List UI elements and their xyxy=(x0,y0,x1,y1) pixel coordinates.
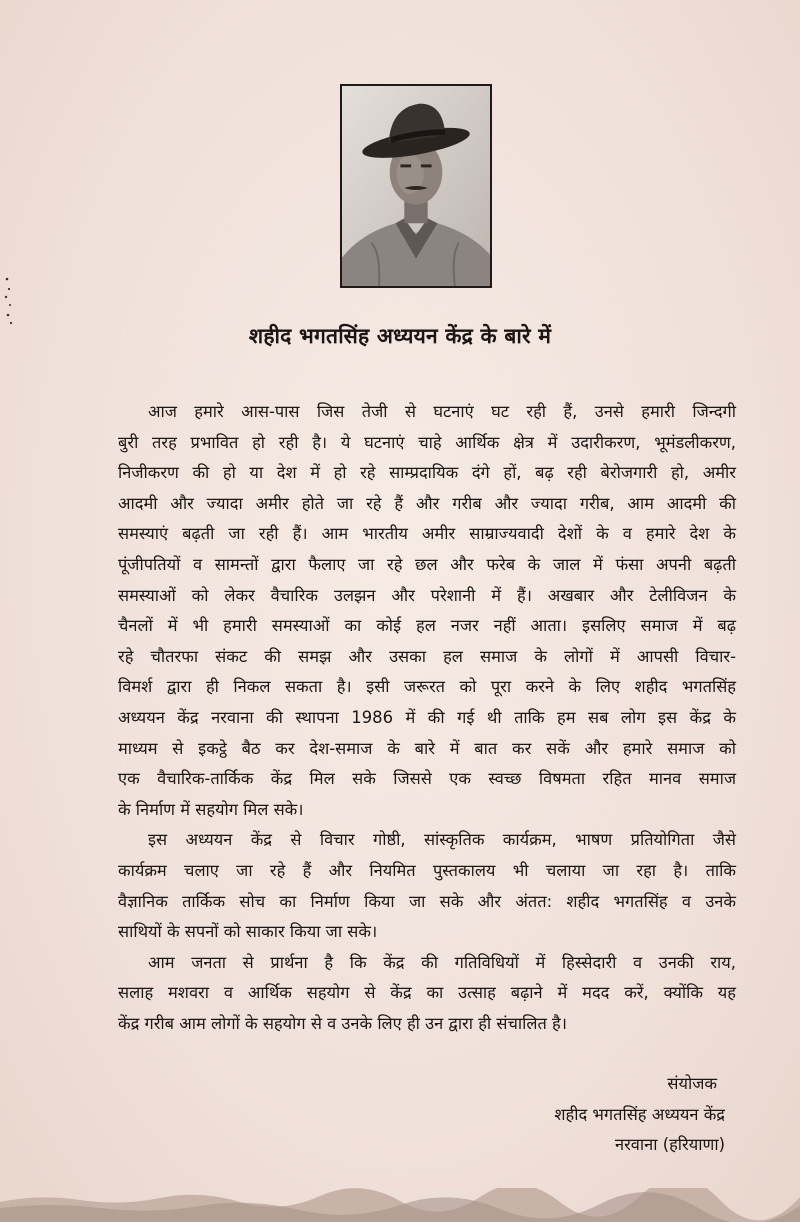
worn-bottom-edge xyxy=(0,1188,800,1222)
text-line: बुरी तरह प्रभावित हो रही है। ये घटनाएं चाहे आर्थिक क्षेत्र में उदारीकरण, भूमंडलीकरण, xyxy=(118,432,736,452)
text-line: वैज्ञानिक तार्किक सोच का निर्माण किया जा सके और अंतत: शहीद भगतसिंह व उनके xyxy=(118,891,736,911)
text-line: आम जनता से प्रार्थना है कि केंद्र की गतिविधियों में हिस्सेदारी व उनकी राय, xyxy=(148,952,736,972)
text-line: इस अध्ययन केंद्र से विचार गोष्ठी, सांस्कृतिक कार्यक्रम, भाषण प्रतियोगिता जैसे xyxy=(148,830,736,850)
text-line: चैनलों में भी हमारी समस्याओं का कोई हल नजर नहीं आता। इसलिए समाज में बढ़ xyxy=(118,616,736,636)
text-line: के निर्माण में सहयोग मिल सके। xyxy=(118,799,304,819)
paragraph-2 xyxy=(118,825,736,947)
portrait-photo-icon xyxy=(342,86,490,286)
text-line: पूंजीपतियों व सामन्तों द्वारा फैलाए जा रहे छल और फरेब के जाल में फंसा अपनी बढ़ती xyxy=(118,554,736,574)
text-line: कार्यक्रम चलाए जा रहे हैं और नियमित पुस्तकालय भी चलाया जा रहा है। ताकि xyxy=(118,860,736,880)
text-line: समस्याओं को लेकर वैचारिक उलझन और परेशानी में हैं। अखबार और टेलीविजन के xyxy=(118,585,736,605)
signature-organization: शहीद भगतसिंह अध्ययन केंद्र xyxy=(554,1104,725,1124)
signature-block xyxy=(554,1069,725,1161)
text-line: निजीकरण की हो या देश में हो रहे साम्प्रदायिक दंगे हों, बढ़ रही बेरोजगारी हो, अमीर xyxy=(118,463,736,483)
text-line: रहे चौतरफा संकट की समझ और उसका हल समाज के लोगों में आपसी विचार- xyxy=(118,646,736,666)
signature-label: संयोजक xyxy=(667,1074,717,1093)
text-line: आज हमारे आस-पास जिस तेजी से घटनाएं घट रही हैं, उनसे हमारी जिन्दगी xyxy=(148,402,736,421)
text-line: सलाह मशवरा व आर्थिक सहयोग से केंद्र का उत्साह बढ़ाने में मदद करें, क्योंकि यह xyxy=(118,983,736,1003)
portrait-photo xyxy=(340,84,492,288)
text-line: केंद्र गरीब आम लोगों के सहयोग से व उनके लिए ही उन द्वारा ही संचालित है। xyxy=(118,1013,567,1033)
text-line: माध्यम से इकट्ठे बैठ कर देश-समाज के बारे में बात कर सकें और हमारे समाज को xyxy=(118,738,736,758)
signature-place: नरवाना (हरियाणा) xyxy=(615,1135,725,1155)
text-line: समस्याएं बढ़ती जा रही हैं। आम भारतीय अमीर साम्राज्यवादी देशों के व हमारे देश के xyxy=(118,524,736,544)
text-line: आदमी और ज्यादा अमीर होते जा रहे हैं और गरीब और ज्यादा गरीब, आम आदमी की xyxy=(118,493,736,513)
text-line: एक वैचारिक-तार्किक केंद्र मिल सके जिससे एक स्वच्छ विषमता रहित मानव समाज xyxy=(118,769,736,789)
body-text xyxy=(118,397,736,1039)
page-title: शहीद भगतसिंह अध्ययन केंद्र के बारे में xyxy=(248,324,552,348)
text-line: विमर्श द्वारा ही निकल सकता है। इसी जरूरत को पूरा करने के लिए शहीद भगतसिंह xyxy=(118,677,736,697)
text-line: अध्ययन केंद्र नरवाना की स्थापना 1986 में की गई थी ताकि हम सब लोग इस केंद्र के xyxy=(118,707,736,727)
paragraph-3 xyxy=(118,948,736,1040)
paragraph-1 xyxy=(118,397,736,825)
text-line: साथियों के सपनों को साकार किया जा सके। xyxy=(118,922,378,942)
